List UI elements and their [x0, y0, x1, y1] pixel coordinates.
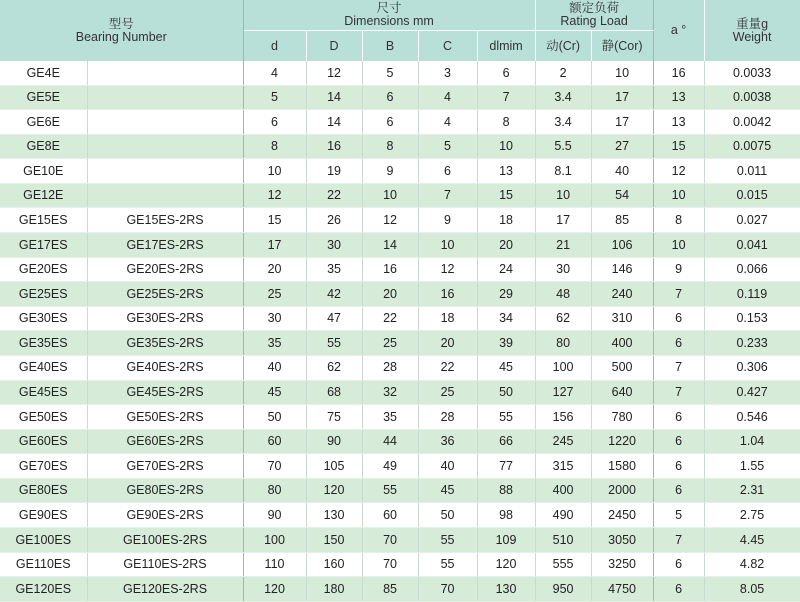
d-value: 45 [243, 380, 306, 405]
B-value: 44 [362, 429, 418, 454]
d-value: 60 [243, 429, 306, 454]
B-value: 70 [362, 527, 418, 552]
weight-value: 0.119 [704, 282, 800, 307]
dlmim-value: 10 [477, 134, 535, 159]
table-row [0, 110, 800, 135]
cr-value: 80 [535, 331, 591, 356]
bearing-number: GE15ES [0, 208, 87, 233]
bearing-number: GE70ES [0, 454, 87, 479]
weight-value: 0.027 [704, 208, 800, 233]
B-value: 8 [362, 134, 418, 159]
D-value: 120 [306, 478, 362, 503]
seal-number: GE60ES-2RS [87, 429, 243, 454]
B-value: 49 [362, 454, 418, 479]
dlmim-value: 34 [477, 306, 535, 331]
col-header-cor: 静(Cor) [591, 31, 653, 62]
cor-value: 4750 [591, 577, 653, 602]
bearing-number: GE120ES [0, 577, 87, 602]
d-value: 70 [243, 454, 306, 479]
C-value: 6 [418, 159, 477, 184]
dlmim-value: 77 [477, 454, 535, 479]
bearing-number: GE60ES [0, 429, 87, 454]
C-value: 25 [418, 380, 477, 405]
alpha-value: 10 [653, 183, 704, 208]
seal-number: GE15ES-2RS [87, 208, 243, 233]
weight-value: 1.04 [704, 429, 800, 454]
B-value: 85 [362, 577, 418, 602]
seal-number: GE25ES-2RS [87, 282, 243, 307]
table-row [0, 183, 800, 208]
d-value: 110 [243, 552, 306, 577]
seal-number: GE17ES-2RS [87, 233, 243, 258]
seal-number: GE35ES-2RS [87, 331, 243, 356]
cr-value: 510 [535, 527, 591, 552]
dlmim-value: 130 [477, 577, 535, 602]
col-header-D: D [306, 31, 362, 62]
bearing-number: GE45ES [0, 380, 87, 405]
seal-number: GE80ES-2RS [87, 478, 243, 503]
weight-value: 0.015 [704, 183, 800, 208]
C-value: 9 [418, 208, 477, 233]
dlmim-value: 13 [477, 159, 535, 184]
C-value: 12 [418, 257, 477, 282]
table-row [0, 478, 800, 503]
bearing-number: GE80ES [0, 478, 87, 503]
cr-value: 10 [535, 183, 591, 208]
dimensions-header [243, 0, 535, 31]
dlmim-value: 39 [477, 331, 535, 356]
cor-value: 10 [591, 61, 653, 85]
cr-value: 156 [535, 405, 591, 430]
alpha-value: 7 [653, 527, 704, 552]
d-value: 10 [243, 159, 306, 184]
d-value: 120 [243, 577, 306, 602]
col-header-B: B [362, 31, 418, 62]
table-row [0, 331, 800, 356]
C-value: 36 [418, 429, 477, 454]
alpha-value: 7 [653, 355, 704, 380]
D-value: 14 [306, 110, 362, 135]
weight-header [704, 0, 800, 61]
C-value: 28 [418, 405, 477, 430]
table-row [0, 282, 800, 307]
alpha-value: 8 [653, 208, 704, 233]
B-value: 16 [362, 257, 418, 282]
table-row [0, 233, 800, 258]
d-value: 20 [243, 257, 306, 282]
cr-value: 48 [535, 282, 591, 307]
C-value: 45 [418, 478, 477, 503]
C-value: 10 [418, 233, 477, 258]
weight-en: Weight [732, 29, 772, 44]
table-row [0, 257, 800, 282]
B-value: 55 [362, 478, 418, 503]
dlmim-value: 18 [477, 208, 535, 233]
cor-value: 1580 [591, 454, 653, 479]
table-row [0, 405, 800, 430]
cr-value: 3.4 [535, 85, 591, 110]
table-row [0, 454, 800, 479]
weight-value: 0.427 [704, 380, 800, 405]
cr-value: 950 [535, 577, 591, 602]
C-value: 55 [418, 552, 477, 577]
dlmim-value: 109 [477, 527, 535, 552]
C-value: 50 [418, 503, 477, 528]
table-body [0, 61, 800, 601]
seal-number: GE45ES-2RS [87, 380, 243, 405]
cor-value: 310 [591, 306, 653, 331]
weight-value: 0.306 [704, 355, 800, 380]
C-value: 18 [418, 306, 477, 331]
D-value: 19 [306, 159, 362, 184]
d-value: 15 [243, 208, 306, 233]
cor-value: 106 [591, 233, 653, 258]
table-row [0, 134, 800, 159]
bearing-number: GE110ES [0, 552, 87, 577]
B-value: 5 [362, 61, 418, 85]
dlmim-value: 7 [477, 85, 535, 110]
D-value: 62 [306, 355, 362, 380]
bearing-number: GE25ES [0, 282, 87, 307]
cor-value: 2000 [591, 478, 653, 503]
D-value: 42 [306, 282, 362, 307]
B-value: 28 [362, 355, 418, 380]
seal-number [87, 61, 243, 85]
dlmim-value: 88 [477, 478, 535, 503]
alpha-value: 10 [653, 233, 704, 258]
bearing-number: GE50ES [0, 405, 87, 430]
seal-number: GE50ES-2RS [87, 405, 243, 430]
dlmim-value: 45 [477, 355, 535, 380]
bearing-number: GE30ES [0, 306, 87, 331]
cr-value: 17 [535, 208, 591, 233]
bearing-number: GE5E [0, 85, 87, 110]
bearing-number-en: Bearing Number [75, 29, 167, 44]
D-value: 47 [306, 306, 362, 331]
B-value: 70 [362, 552, 418, 577]
weight-value: 4.45 [704, 527, 800, 552]
D-value: 30 [306, 233, 362, 258]
d-value: 100 [243, 527, 306, 552]
B-value: 12 [362, 208, 418, 233]
alpha-value: 12 [653, 159, 704, 184]
cr-value: 2 [535, 61, 591, 85]
seal-number: GE70ES-2RS [87, 454, 243, 479]
B-value: 10 [362, 183, 418, 208]
D-value: 55 [306, 331, 362, 356]
D-value: 90 [306, 429, 362, 454]
cor-value: 240 [591, 282, 653, 307]
D-value: 105 [306, 454, 362, 479]
weight-value: 0.0038 [704, 85, 800, 110]
cor-value: 1220 [591, 429, 653, 454]
cr-value: 400 [535, 478, 591, 503]
seal-number: GE30ES-2RS [87, 306, 243, 331]
B-value: 35 [362, 405, 418, 430]
d-value: 5 [243, 85, 306, 110]
bearing-number: GE12E [0, 183, 87, 208]
C-value: 55 [418, 527, 477, 552]
D-value: 150 [306, 527, 362, 552]
C-value: 4 [418, 85, 477, 110]
dlmim-value: 120 [477, 552, 535, 577]
d-value: 90 [243, 503, 306, 528]
cor-value: 54 [591, 183, 653, 208]
table-row [0, 208, 800, 233]
bearing-number: GE4E [0, 61, 87, 85]
cr-value: 3.4 [535, 110, 591, 135]
alpha-value: 6 [653, 552, 704, 577]
alpha-value: 6 [653, 577, 704, 602]
dimensions-cn: 尺寸 [376, 1, 402, 15]
seal-number [87, 159, 243, 184]
weight-value: 8.05 [704, 577, 800, 602]
C-value: 5 [418, 134, 477, 159]
cor-value: 146 [591, 257, 653, 282]
bearing-number: GE6E [0, 110, 87, 135]
d-value: 40 [243, 355, 306, 380]
seal-number [87, 85, 243, 110]
cor-value: 3250 [591, 552, 653, 577]
weight-value: 0.0033 [704, 61, 800, 85]
dlmim-value: 50 [477, 380, 535, 405]
alpha-value: 13 [653, 110, 704, 135]
cor-value: 85 [591, 208, 653, 233]
C-value: 3 [418, 61, 477, 85]
weight-value: 2.31 [704, 478, 800, 503]
bearing-number: GE40ES [0, 355, 87, 380]
D-value: 160 [306, 552, 362, 577]
C-value: 7 [418, 183, 477, 208]
d-value: 8 [243, 134, 306, 159]
alpha-header: a ° [653, 0, 704, 61]
B-value: 6 [362, 85, 418, 110]
B-value: 22 [362, 306, 418, 331]
B-value: 32 [362, 380, 418, 405]
weight-value: 0.011 [704, 159, 800, 184]
alpha-value: 13 [653, 85, 704, 110]
cr-value: 62 [535, 306, 591, 331]
weight-value: 1.55 [704, 454, 800, 479]
D-value: 16 [306, 134, 362, 159]
d-value: 25 [243, 282, 306, 307]
bearing-number: GE10E [0, 159, 87, 184]
bearing-number: GE90ES [0, 503, 87, 528]
col-header-dlmim: dlmim [477, 31, 535, 62]
cr-value: 100 [535, 355, 591, 380]
d-value: 50 [243, 405, 306, 430]
weight-cn: 重量g [736, 16, 769, 31]
D-value: 35 [306, 257, 362, 282]
cor-value: 3050 [591, 527, 653, 552]
alpha-value: 6 [653, 405, 704, 430]
cr-value: 127 [535, 380, 591, 405]
dlmim-value: 66 [477, 429, 535, 454]
table-row [0, 429, 800, 454]
C-value: 20 [418, 331, 477, 356]
D-value: 130 [306, 503, 362, 528]
cr-value: 490 [535, 503, 591, 528]
rating-load-header [535, 0, 653, 31]
d-value: 30 [243, 306, 306, 331]
cr-value: 21 [535, 233, 591, 258]
B-value: 6 [362, 110, 418, 135]
B-value: 25 [362, 331, 418, 356]
cor-value: 40 [591, 159, 653, 184]
col-header-cr: 动(Cr) [535, 31, 591, 62]
seal-number [87, 110, 243, 135]
bearing-number: GE100ES [0, 527, 87, 552]
bearing-number: GE17ES [0, 233, 87, 258]
cr-value: 315 [535, 454, 591, 479]
D-value: 14 [306, 85, 362, 110]
table-row [0, 527, 800, 552]
cr-value: 555 [535, 552, 591, 577]
alpha-value: 6 [653, 429, 704, 454]
D-value: 68 [306, 380, 362, 405]
alpha-value: 16 [653, 61, 704, 85]
dimensions-en: Dimensions mm [344, 14, 434, 28]
C-value: 4 [418, 110, 477, 135]
rating-load-en: Rating Load [560, 14, 628, 28]
dlmim-value: 15 [477, 183, 535, 208]
D-value: 26 [306, 208, 362, 233]
col-header-C: C [418, 31, 477, 62]
table-row [0, 159, 800, 184]
dlmim-value: 29 [477, 282, 535, 307]
seal-number: GE40ES-2RS [87, 355, 243, 380]
C-value: 70 [418, 577, 477, 602]
table-row [0, 61, 800, 85]
d-value: 4 [243, 61, 306, 85]
table-row [0, 85, 800, 110]
cr-value: 8.1 [535, 159, 591, 184]
bearing-number-cn: 型号 [108, 16, 134, 31]
dlmim-value: 24 [477, 257, 535, 282]
dlmim-value: 6 [477, 61, 535, 85]
D-value: 180 [306, 577, 362, 602]
dlmim-value: 98 [477, 503, 535, 528]
C-value: 40 [418, 454, 477, 479]
table-row [0, 503, 800, 528]
seal-number [87, 183, 243, 208]
bearing-number-header [0, 0, 243, 61]
dlmim-value: 8 [477, 110, 535, 135]
D-value: 75 [306, 405, 362, 430]
alpha-value: 15 [653, 134, 704, 159]
col-header-d: d [243, 31, 306, 62]
cr-value: 5.5 [535, 134, 591, 159]
bearing-number: GE35ES [0, 331, 87, 356]
weight-value: 0.0042 [704, 110, 800, 135]
B-value: 14 [362, 233, 418, 258]
cor-value: 27 [591, 134, 653, 159]
table-row [0, 306, 800, 331]
weight-value: 0.233 [704, 331, 800, 356]
alpha-value: 7 [653, 380, 704, 405]
seal-number: GE100ES-2RS [87, 527, 243, 552]
cor-value: 780 [591, 405, 653, 430]
seal-number: GE90ES-2RS [87, 503, 243, 528]
cor-value: 640 [591, 380, 653, 405]
alpha-value: 7 [653, 282, 704, 307]
weight-value: 0.153 [704, 306, 800, 331]
d-value: 12 [243, 183, 306, 208]
table-row [0, 552, 800, 577]
d-value: 80 [243, 478, 306, 503]
dlmim-value: 55 [477, 405, 535, 430]
dlmim-value: 20 [477, 233, 535, 258]
bearing-number: GE20ES [0, 257, 87, 282]
D-value: 22 [306, 183, 362, 208]
weight-value: 2.75 [704, 503, 800, 528]
alpha-value: 6 [653, 306, 704, 331]
alpha-value: 9 [653, 257, 704, 282]
bearing-number: GE8E [0, 134, 87, 159]
alpha-value: 6 [653, 454, 704, 479]
table-header [0, 0, 800, 61]
seal-number: GE110ES-2RS [87, 552, 243, 577]
cr-value: 245 [535, 429, 591, 454]
seal-number: GE120ES-2RS [87, 577, 243, 602]
C-value: 16 [418, 282, 477, 307]
weight-value: 0.546 [704, 405, 800, 430]
rating-load-cn: 额定负荷 [569, 1, 620, 15]
seal-number [87, 134, 243, 159]
d-value: 17 [243, 233, 306, 258]
B-value: 9 [362, 159, 418, 184]
D-value: 12 [306, 61, 362, 85]
C-value: 22 [418, 355, 477, 380]
alpha-value: 6 [653, 478, 704, 503]
d-value: 6 [243, 110, 306, 135]
d-value: 35 [243, 331, 306, 356]
table-row [0, 380, 800, 405]
alpha-value: 6 [653, 331, 704, 356]
weight-value: 0.0075 [704, 134, 800, 159]
weight-value: 4.82 [704, 552, 800, 577]
weight-value: 0.041 [704, 233, 800, 258]
B-value: 60 [362, 503, 418, 528]
alpha-value: 5 [653, 503, 704, 528]
weight-value: 0.066 [704, 257, 800, 282]
cor-value: 17 [591, 110, 653, 135]
cor-value: 400 [591, 331, 653, 356]
cor-value: 17 [591, 85, 653, 110]
cr-value: 30 [535, 257, 591, 282]
B-value: 20 [362, 282, 418, 307]
cor-value: 2450 [591, 503, 653, 528]
seal-number: GE20ES-2RS [87, 257, 243, 282]
table-row [0, 355, 800, 380]
cor-value: 500 [591, 355, 653, 380]
